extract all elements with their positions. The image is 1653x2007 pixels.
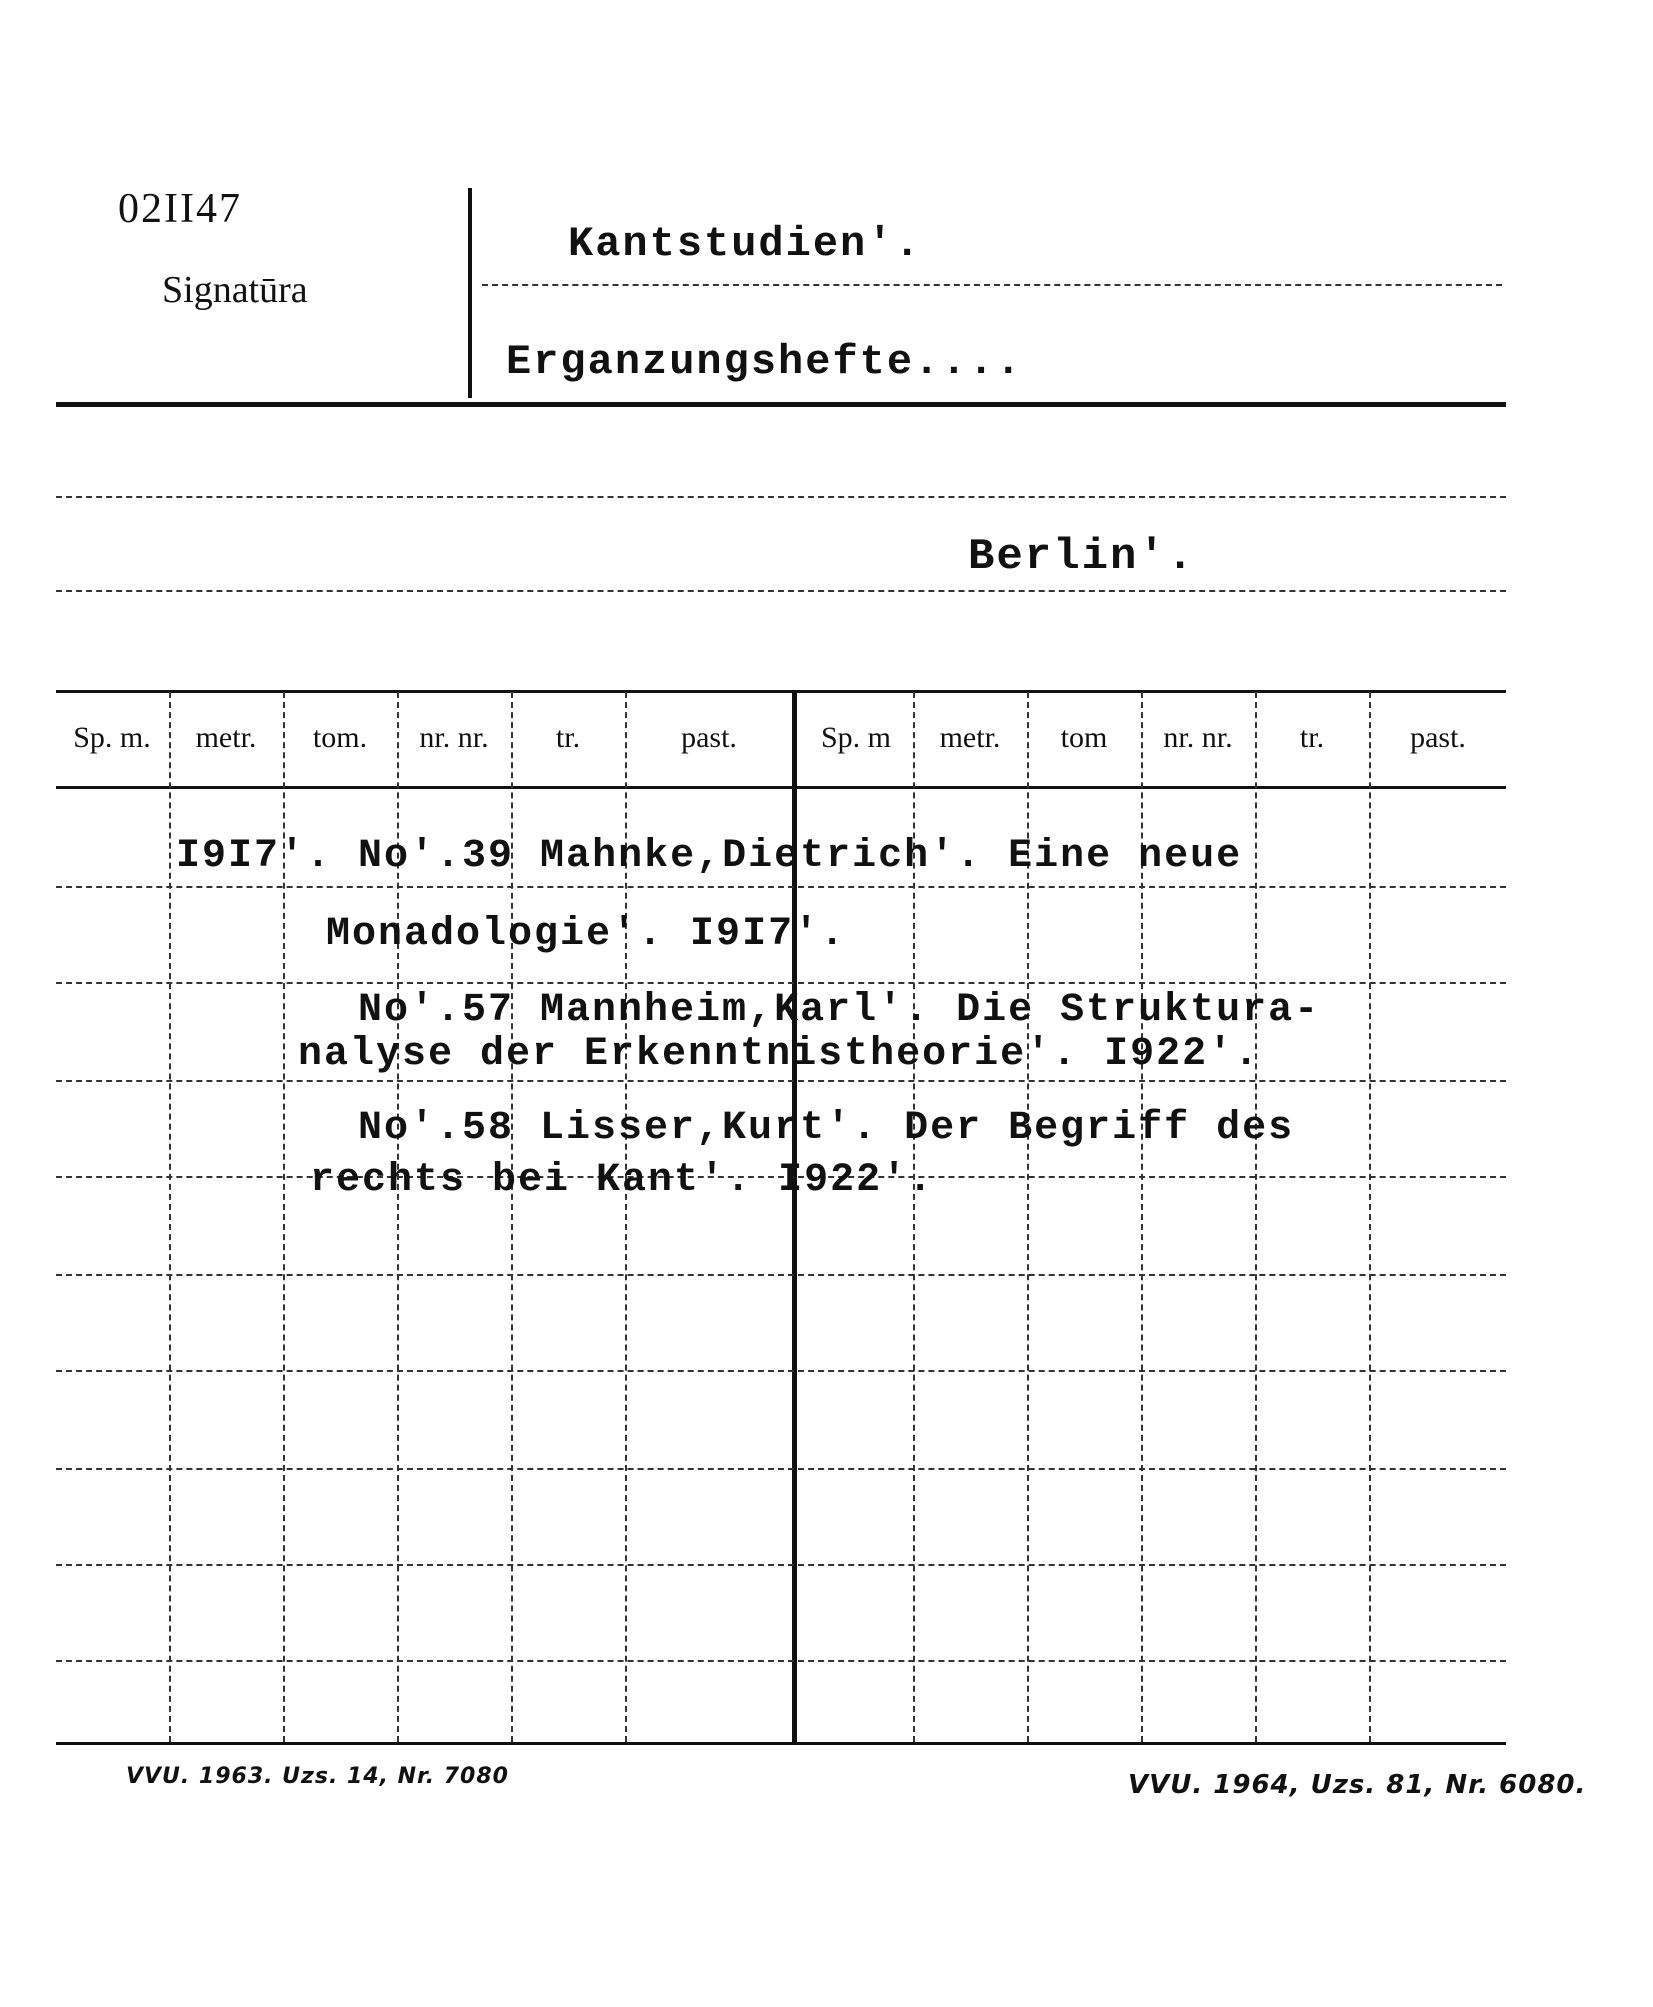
entry-line: I9I7'. No'.39 Mahnke,Dietrich'. Eine neue xyxy=(176,834,1243,879)
blank-rule-2 xyxy=(56,590,1506,592)
col-line xyxy=(1369,692,1371,1742)
title-rule xyxy=(482,284,1502,286)
col-head-left-5: tr. xyxy=(555,721,581,754)
place: Berlin'. xyxy=(968,532,1196,582)
col-head-right-4: nr. nr. xyxy=(1163,721,1233,754)
table-head-rule xyxy=(56,786,1506,789)
row-line xyxy=(56,1660,1506,1662)
table-bottom-rule xyxy=(56,1742,1506,1745)
col-head-right-5: tr. xyxy=(1299,721,1325,754)
row-line xyxy=(56,982,1506,984)
col-head-right-6: past. xyxy=(1410,721,1466,754)
col-head-left-4: nr. nr. xyxy=(419,721,489,754)
call-number: 02II47 xyxy=(118,186,242,232)
card-title: Kantstudien'. xyxy=(568,220,922,268)
entry-line: nalyse der Erkenntnistheorie'. I922'. xyxy=(298,1032,1261,1077)
entry-line: No'.57 Mannheim,Karl'. Die Struktura- xyxy=(358,988,1321,1033)
entry-line: No'.58 Lisser,Kurt'. Der Begriff des xyxy=(358,1106,1295,1151)
row-line xyxy=(56,1080,1506,1082)
col-line xyxy=(169,692,171,1742)
entry-line: Monadologie'. I9I7'. xyxy=(326,912,847,957)
card-subtitle: Erganzungshefte.... xyxy=(506,338,1023,386)
header-divider xyxy=(468,188,472,398)
blank-rule-1 xyxy=(56,496,1506,498)
col-head-left-1: Sp. m. xyxy=(73,721,151,754)
col-head-right-3: tom xyxy=(1060,721,1108,754)
row-line xyxy=(56,886,1506,888)
col-head-right-2: metr. xyxy=(939,721,1001,754)
footer-note-right: VVU. 1964, Uzs. 81, Nr. 6080. xyxy=(1128,1770,1587,1800)
row-line xyxy=(56,1468,1506,1470)
row-line xyxy=(56,1274,1506,1276)
col-head-right-1: Sp. m xyxy=(820,721,892,754)
col-head-left-6: past. xyxy=(681,721,737,754)
entry-line: rechts bei Kant'. I922'. xyxy=(310,1158,935,1203)
col-head-left-3: tom. xyxy=(312,721,368,754)
header-rule xyxy=(56,402,1506,407)
row-line xyxy=(56,1564,1506,1566)
call-number-label: Signatūra xyxy=(162,269,308,311)
col-head-left-2: metr. xyxy=(195,721,257,754)
row-line xyxy=(56,1370,1506,1372)
table-top-rule xyxy=(56,690,1506,693)
col-line xyxy=(1255,692,1257,1742)
footer-note-left: VVU. 1963. Uzs. 14, Nr. 7080 xyxy=(126,1764,509,1789)
